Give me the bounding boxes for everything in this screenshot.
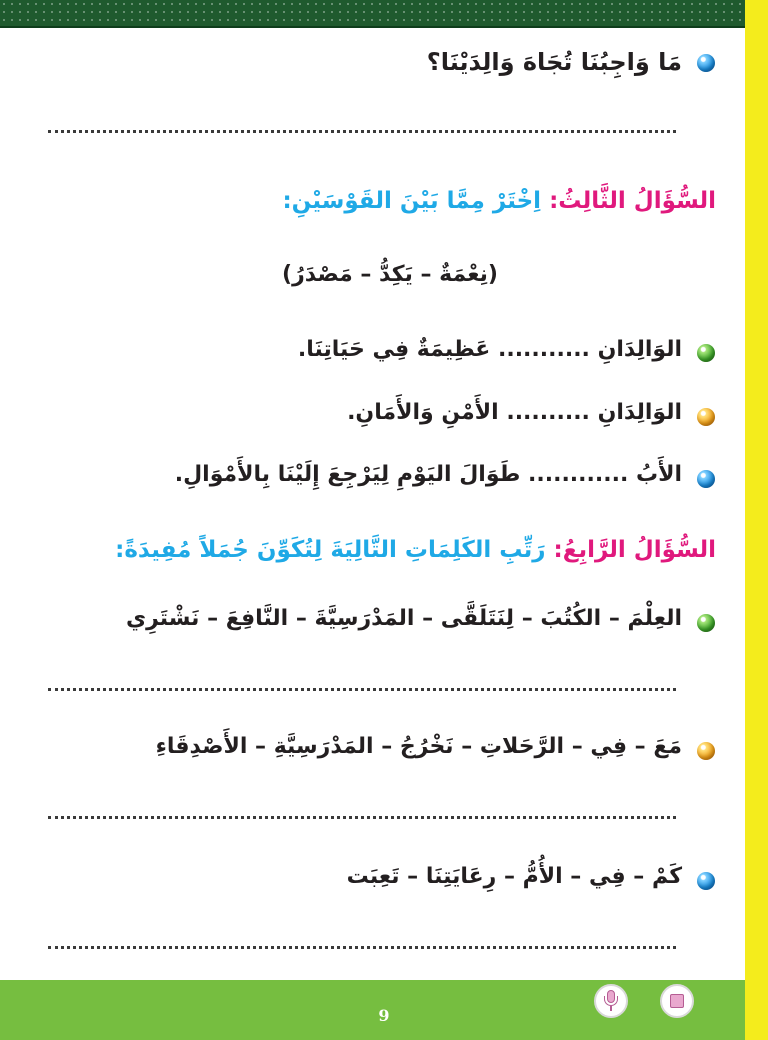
top-decorative-band [0, 0, 745, 28]
side-yellow-strip [745, 0, 768, 1040]
question-item: مَا وَاجِبُنَا تُجَاهَ وَالِدَيْنَا؟ [426, 48, 682, 76]
question-3-instruction: اِخْتَرْ مِمَّا بَيْنَ القَوْسَيْنِ: [282, 188, 542, 214]
fill-blank-item-2: الوَالِدَانِ .......... الأَمْنِ وَالأَمَانِ. [347, 400, 682, 425]
answer-line [48, 946, 676, 949]
page-number: 9 [378, 1006, 390, 1025]
choices-list: (نِعْمَةٌ – يَكِدُّ – مَصْدَرُ) [282, 262, 498, 287]
answer-line [48, 130, 676, 133]
bullet-icon [697, 872, 715, 890]
bullet-icon [697, 742, 715, 760]
question-4-heading [115, 537, 716, 563]
bullet-icon [697, 614, 715, 632]
reorder-item-1: العِلْمَ – الكُتُبَ – لِنَتَلَقَّى – المَدْرَسِيَّةَ – النَّافِعَ – نَشْتَرِي [125, 606, 682, 631]
question-3-heading [282, 188, 716, 214]
question-4-title: السُّؤَالُ الرَّابِعُ: [553, 537, 716, 563]
reorder-item-2: مَعَ – فِي – الرَّحَلاتِ – نَخْرُجُ – المَدْرَسِيَّةِ – الأَصْدِقَاءِ [155, 734, 682, 759]
stop-icon [670, 994, 684, 1008]
bullet-icon [697, 54, 715, 72]
fill-blank-item-1: الوَالِدَانِ ........... عَظِيمَةٌ فِي حَيَاتِنَا. [297, 337, 682, 362]
bullet-icon [697, 408, 715, 426]
bullet-icon [697, 470, 715, 488]
fill-blank-item-3: الأَبُ ............ طَوَالَ اليَوْمِ لِيَرْجِعَ إِلَيْنَا بِالأَمْوَالِ. [174, 462, 682, 487]
question-4-instruction: رَتِّبِ الكَلِمَاتِ التَّالِيَةَ لِتُكَوِّنَ جُمَلاً مُفِيدَةً: [115, 537, 546, 563]
answer-line [48, 816, 676, 819]
bullet-icon [697, 344, 715, 362]
question-3-title: السُّؤَالُ الثَّالِثُ: [549, 188, 716, 214]
microphone-icon [602, 990, 620, 1012]
microphone-button[interactable] [594, 984, 628, 1018]
answer-line [48, 688, 676, 691]
reorder-item-3: كَمْ – فِي – الأُمُّ – رِعَايَتِنَا – تَعِبَت [346, 864, 682, 889]
stop-button[interactable] [660, 984, 694, 1018]
